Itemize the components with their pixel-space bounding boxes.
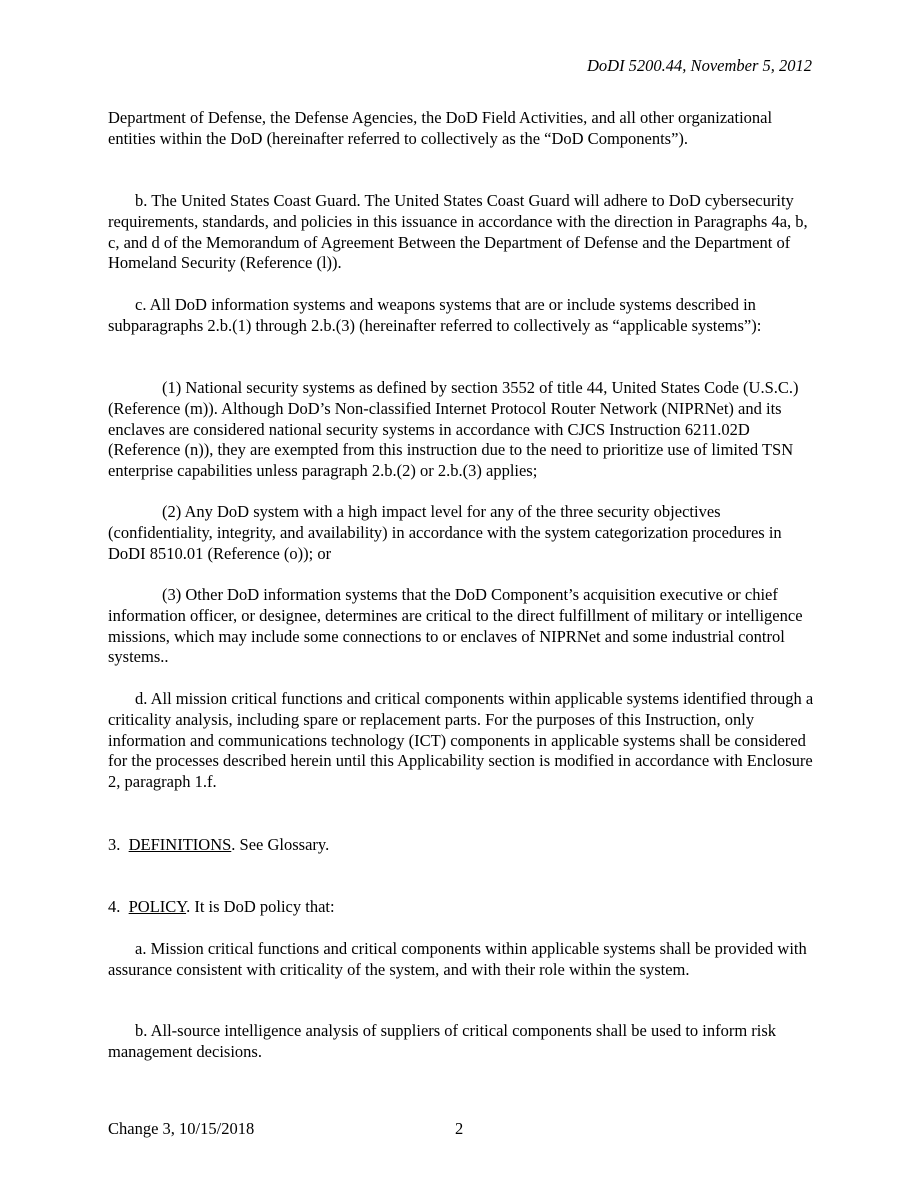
section-heading: POLICY [128,897,187,916]
section-number: 3. [108,835,121,854]
paragraph-2c2-high-impact-systems: (2) Any DoD system with a high impact level for any of the three security objectives (confidentiality, integrity, and availability) in accordance with the system categorization procedures in DoDI 8510.01 (Reference (o)); or [108,502,782,563]
paragraph-2c3-other-systems: (3) Other DoD information systems that the DoD Component’s acquisition executive or chief information officer, or designee, determines are critical to the direct fulfillment of military or intelligence missions, which may include some connections to or enclaves of NIPRNet and some industrial control systems.. [108,585,803,667]
paragraph-2d-mission-critical: d. All mission critical functions and critical components within applicable systems identified through a criticality analysis, including spare or replacement parts. For the purposes of this Instruction, only information and communications technology (ICT) components in applicable systems shall be considered for the processes described herein until this Applicability section is modified in accordance with Enclosure 2, paragraph 1.f. [108,689,814,792]
paragraph-4b-intelligence-analysis: b. All-source intelligence analysis of suppliers of critical components shall be used to inform risk management decisions. [108,1021,777,1061]
section-heading: DEFINITIONS [128,835,232,854]
section-text: . See Glossary. [231,835,330,854]
section-text: . It is DoD policy that: [186,897,335,916]
applicability-continuation-paragraph: Department of Defense, the Defense Agencies, the DoD Field Activities, and all other organizational entities within the DoD (hereinafter referred to collectively as the “DoD Components”). [108,108,773,148]
paragraph-2c1-national-security-systems: (1) National security systems as defined by section 3552 of title 44, United States Code (U.S.C.) (Reference (m)). Although DoD’s Non-classified Internet Protocol Router Network (NIPRNet) and its enclaves are considered national security systems in accordance with CJCS Instruction 6211.02D (Reference (n)), they are exempted from this instruction due to the need to prioritize use of limited TSN enterprise capabilities unless paragraph 2.b.(2) or 2.b.(3) applies; [108,378,799,481]
paragraph-2c-applicable-systems: c. All DoD information systems and weapons systems that are or include systems described in subparagraphs 2.b.(1) through 2.b.(3) (hereinafter referred to collectively as “applicable systems”): [108,295,762,335]
footer-change-note: Change 3, 10/15/2018 [108,1119,255,1138]
section-4-policy [108,897,820,918]
section-3-definitions [108,835,820,856]
paragraph-4a-assurance: a. Mission critical functions and critical components within applicable systems shall be provided with assurance consistent with criticality of the system, and with their role within the system. [108,939,807,979]
paragraph-2b-coast-guard: b. The United States Coast Guard. The United States Coast Guard will adhere to DoD cybersecurity requirements, standards, and policies in this issuance in accordance with the direction in Paragraphs 4a, b, c, and d of the Memorandum of Agreement Between the Department of Defense and the Department of Homeland Security (Reference (l)). [108,191,808,273]
section-number: 4. [108,897,121,916]
footer-page-number: 2 [455,1119,464,1138]
page-header: DoDI 5200.44, November 5, 2012 [586,56,812,75]
